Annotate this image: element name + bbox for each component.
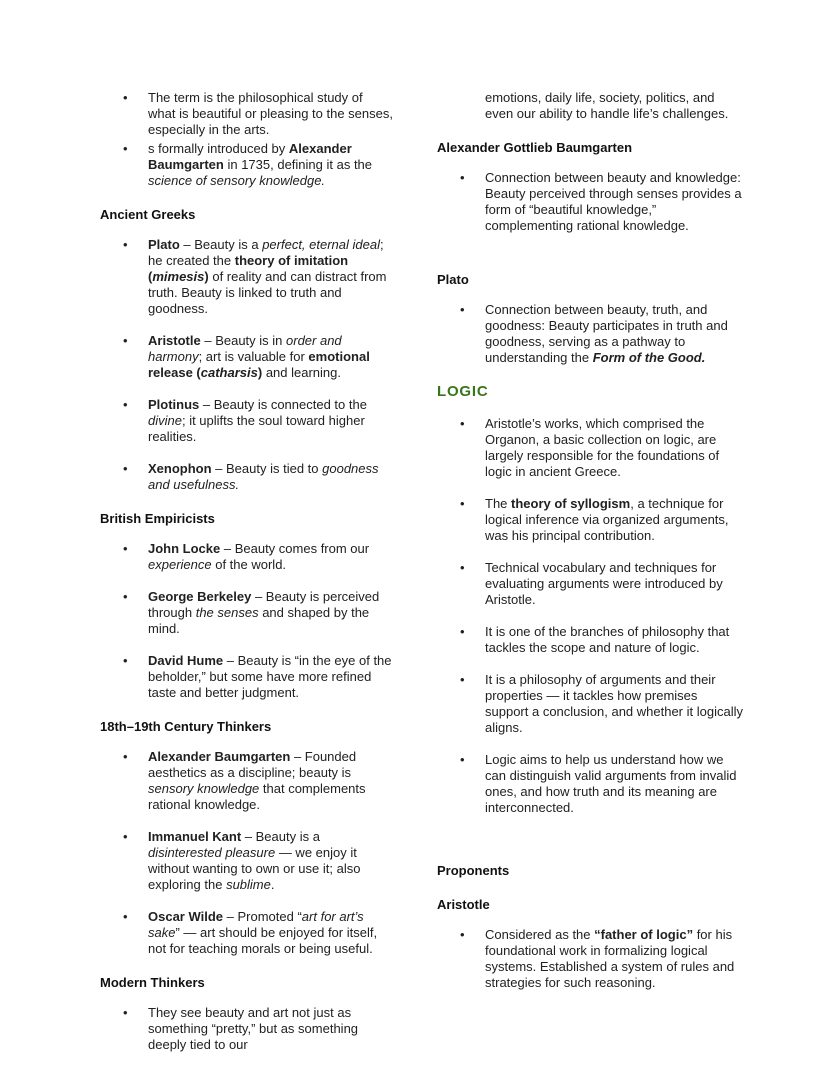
bullet-item bbox=[437, 560, 744, 608]
text-segment: Form of the Good. bbox=[592, 350, 706, 365]
bullet-text bbox=[485, 302, 744, 366]
bullet-item bbox=[437, 496, 744, 544]
text-segment: ; he created the bbox=[148, 237, 384, 268]
continuation-paragraph bbox=[437, 90, 744, 122]
blank-line bbox=[437, 250, 744, 254]
text-segment: – Beauty is perceived through bbox=[148, 589, 380, 620]
text-segment: ) bbox=[257, 365, 263, 380]
bullet-marker: • bbox=[123, 461, 128, 476]
left-column bbox=[100, 90, 393, 1069]
bullet-marker: • bbox=[460, 672, 465, 687]
text-segment: theory of syllogism bbox=[511, 496, 631, 511]
bullet-marker: • bbox=[460, 560, 465, 575]
text-segment: Technical vocabulary and techniques for evaluating arguments were introduced by Aristotle. bbox=[485, 560, 723, 607]
bullet-marker: • bbox=[123, 829, 128, 844]
bullet-marker: • bbox=[123, 909, 128, 924]
text-segment: – Beauty is “in the eye of the beholder,” but some have more refined taste and better judgment. bbox=[148, 653, 392, 700]
text-segment: and shaped by the mind. bbox=[148, 605, 370, 636]
text-segment: They see beauty and art not just as something “pretty,” but as something deeply tied to our bbox=[148, 1005, 359, 1052]
text-segment: the senses bbox=[195, 605, 259, 620]
bullet-marker: • bbox=[123, 333, 128, 348]
bullet-item bbox=[100, 653, 393, 701]
bullet-text bbox=[148, 829, 393, 893]
bullet-marker: • bbox=[123, 589, 128, 604]
text-segment: Plato bbox=[148, 237, 180, 252]
text-segment: Xenophon bbox=[148, 461, 212, 476]
bullet-item bbox=[100, 141, 393, 189]
bullet-marker: • bbox=[123, 141, 128, 156]
bullet-item bbox=[437, 302, 744, 366]
text-segment: Connection between beauty and knowledge: Beauty perceived through senses provides a form of “beautiful knowledge,” complementing rational knowledge. bbox=[485, 170, 742, 233]
text-segment: Aristotle’s works, which comprised the Organon, a basic collection on logic, are largely responsible for the foundations of logic in ancient Greece. bbox=[485, 416, 720, 479]
bullet-item bbox=[100, 909, 393, 957]
text-segment: Alexander Baumgarten bbox=[148, 749, 291, 764]
text-segment: – Beauty comes from our bbox=[220, 541, 370, 556]
bullet-text bbox=[148, 141, 393, 189]
bullet-item bbox=[100, 1005, 393, 1053]
bullet-item bbox=[100, 749, 393, 813]
bullet-item bbox=[437, 927, 744, 991]
text-segment: ” — art should be enjoyed for itself, not for teaching morals or being useful. bbox=[148, 925, 378, 956]
text-segment: ) bbox=[204, 269, 209, 284]
text-segment: – Beauty is in bbox=[200, 333, 287, 348]
text-segment: divine bbox=[148, 413, 182, 428]
bullet-text bbox=[148, 653, 393, 701]
text-segment: , a technique for logical inference via organized arguments, was his principal contribution. bbox=[485, 496, 729, 543]
bullet-text bbox=[148, 333, 393, 381]
text-segment: – Beauty is tied to bbox=[211, 461, 323, 476]
text-segment: mimesis bbox=[152, 269, 205, 284]
text-segment: and learning. bbox=[262, 365, 341, 380]
text-segment: of reality and can distract from truth. Beauty is linked to truth and goodness. bbox=[148, 269, 387, 316]
accent-section-heading: LOGIC bbox=[437, 383, 489, 400]
text-segment: It is a philosophy of arguments and their properties — it tackles how premises support a conclusion, and whether it logically aligns. bbox=[485, 672, 743, 735]
bullet-text bbox=[485, 624, 744, 656]
text-segment: experience bbox=[148, 557, 212, 572]
bullet-item bbox=[100, 397, 393, 445]
text-segment: emotions, daily life, society, politics, and even our ability to handle life’s challenges. bbox=[485, 90, 729, 121]
bullet-text bbox=[148, 237, 393, 317]
bullet-item bbox=[437, 752, 744, 816]
text-segment: David Hume bbox=[148, 653, 224, 668]
bullet-marker: • bbox=[460, 624, 465, 639]
bullet-marker: • bbox=[460, 170, 465, 185]
text-segment: – Beauty is a bbox=[241, 829, 320, 844]
bullet-text bbox=[148, 909, 393, 957]
bullet-item bbox=[437, 170, 744, 234]
text-segment: catharsis bbox=[200, 365, 258, 380]
section-heading: Ancient Greeks bbox=[100, 207, 196, 222]
text-segment: sensory knowledge bbox=[148, 781, 260, 796]
bullet-text bbox=[485, 752, 744, 816]
bullet-marker: • bbox=[123, 397, 128, 412]
text-segment: Oscar Wilde bbox=[148, 909, 224, 924]
text-segment: for his foundational work in formalizing logical systems. Established a system of rules and strategies for such reasoning. bbox=[485, 927, 735, 990]
bullet-item bbox=[100, 333, 393, 381]
bullet-text bbox=[148, 397, 393, 445]
bullet-marker: • bbox=[123, 749, 128, 764]
section-heading: Modern Thinkers bbox=[100, 975, 205, 990]
text-segment: Plotinus bbox=[148, 397, 200, 412]
text-segment: perfect, eternal ideal bbox=[262, 237, 380, 252]
text-segment: – Founded aesthetics as a discipline; beauty is bbox=[148, 749, 357, 780]
bullet-text bbox=[148, 589, 393, 637]
text-segment: Immanuel Kant bbox=[148, 829, 242, 844]
bullet-item bbox=[437, 672, 744, 736]
blank-line bbox=[437, 832, 744, 845]
text-segment: Aristotle bbox=[148, 333, 201, 348]
bullet-text bbox=[485, 560, 744, 608]
text-segment: – Beauty is a bbox=[179, 237, 263, 252]
bullet-marker: • bbox=[460, 416, 465, 431]
section-heading: Proponents bbox=[437, 863, 510, 878]
bullet-text bbox=[148, 461, 393, 493]
bullet-text bbox=[485, 170, 744, 234]
section-heading: 18th–19th Century Thinkers bbox=[100, 719, 272, 734]
text-segment: ; art is valuable for bbox=[198, 349, 309, 364]
text-segment: art for art’s sake bbox=[148, 909, 364, 940]
bullet-item bbox=[100, 237, 393, 317]
bullet-text bbox=[485, 672, 744, 736]
bullet-marker: • bbox=[123, 237, 128, 252]
bullet-text bbox=[485, 927, 744, 991]
text-segment: theory of imitation ( bbox=[148, 253, 349, 284]
text-segment: “father of logic” bbox=[594, 927, 694, 942]
text-segment: that complements rational knowledge. bbox=[148, 781, 366, 812]
bullet-marker: • bbox=[460, 752, 465, 767]
text-segment: Logic aims to help us understand how we can distinguish valid arguments from invalid ones, and how truth and its meaning are interconnected. bbox=[485, 752, 737, 815]
text-segment: disinterested pleasure bbox=[148, 845, 276, 860]
text-segment: Alexander Baumgarten bbox=[148, 141, 352, 172]
text-segment: s formally introduced by bbox=[148, 141, 289, 156]
section-heading: Alexander Gottlieb Baumgarten bbox=[437, 140, 633, 155]
text-segment: The term is the philosophical study of what is beautiful or pleasing to the senses, especially in the arts. bbox=[148, 90, 393, 137]
text-segment: sublime bbox=[226, 877, 271, 892]
text-segment: of the world. bbox=[211, 557, 287, 572]
section-heading: Aristotle bbox=[437, 897, 490, 912]
text-segment: ; it uplifts the soul toward higher realities. bbox=[148, 413, 365, 444]
text-segment: order and harmony bbox=[148, 333, 342, 364]
text-segment: goodness and usefulness. bbox=[148, 461, 379, 492]
bullet-item bbox=[100, 829, 393, 893]
bullet-text bbox=[148, 541, 393, 573]
bullet-marker: • bbox=[123, 1005, 128, 1020]
bullet-marker: • bbox=[123, 653, 128, 668]
text-segment: The bbox=[485, 496, 512, 511]
text-segment: It is one of the branches of philosophy that tackles the scope and nature of logic. bbox=[485, 624, 730, 655]
bullet-marker: • bbox=[460, 302, 465, 317]
bullet-marker: • bbox=[123, 541, 128, 556]
text-segment: — we enjoy it without wanting to own or use it; also exploring the bbox=[148, 845, 361, 892]
text-segment: Connection between beauty, truth, and goodness: Beauty participates in truth and goodness, serving as a pathway to understanding the bbox=[485, 302, 728, 365]
section-heading: British Empiricists bbox=[100, 511, 215, 526]
text-segment: in 1735, defining it as the bbox=[223, 157, 373, 172]
bullet-item bbox=[100, 90, 393, 138]
text-segment: – Promoted “ bbox=[223, 909, 302, 924]
bullet-marker: • bbox=[460, 496, 465, 511]
text-segment: Considered as the bbox=[485, 927, 595, 942]
text-segment: George Berkeley bbox=[148, 589, 252, 604]
bullet-marker: • bbox=[123, 90, 128, 105]
right-column bbox=[437, 90, 744, 1007]
bullet-text bbox=[485, 416, 744, 480]
bullet-item bbox=[437, 624, 744, 656]
bullet-text bbox=[148, 90, 393, 138]
bullet-item bbox=[100, 541, 393, 573]
text-segment: – Beauty is connected to the bbox=[199, 397, 367, 412]
bullet-text bbox=[148, 749, 393, 813]
bullet-item bbox=[100, 589, 393, 637]
bullet-item bbox=[100, 461, 393, 493]
text-segment: John Locke bbox=[148, 541, 221, 556]
bullet-text bbox=[485, 496, 744, 544]
section-heading: Plato bbox=[437, 272, 469, 287]
bullet-text bbox=[148, 1005, 393, 1053]
bullet-item bbox=[437, 416, 744, 480]
text-segment: . bbox=[270, 877, 275, 892]
text-segment: science of sensory knowledge. bbox=[148, 173, 326, 188]
bullet-marker: • bbox=[460, 927, 465, 942]
text-segment: emotional release ( bbox=[148, 349, 370, 380]
